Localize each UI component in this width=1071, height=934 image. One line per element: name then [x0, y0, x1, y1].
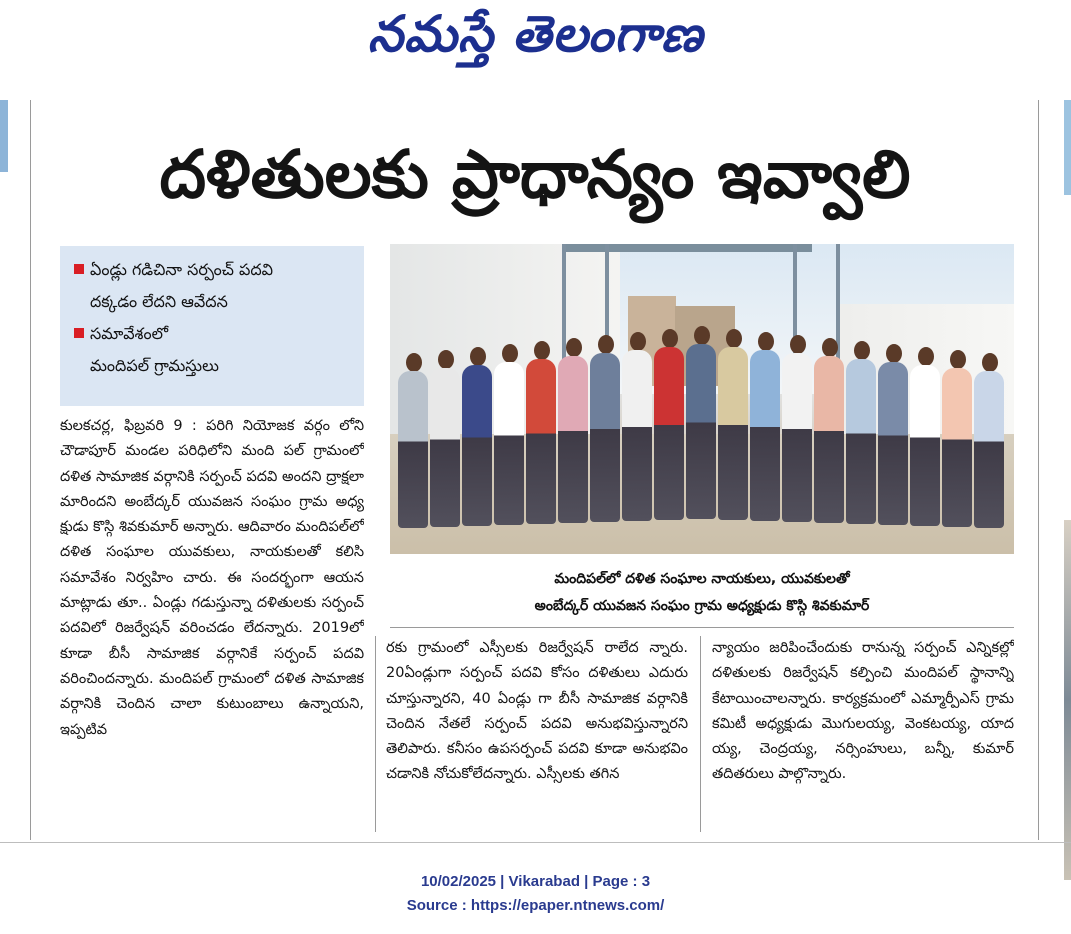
- highlight-item: [74, 318, 350, 382]
- bullet-square-icon: [74, 328, 84, 338]
- masthead-title: నమస్తే తెలంగాణ: [367, 4, 704, 63]
- left-edge-photo-fragment: [0, 100, 8, 172]
- page-footer: [0, 870, 1071, 918]
- right-edge-photo-fragment-2: [1064, 520, 1071, 880]
- photo-caption: [390, 566, 1014, 620]
- masthead: [0, 0, 1071, 80]
- right-edge-photo-fragment: [1064, 100, 1071, 195]
- highlight-text: ఏండ్లు గడిచినా సర్పంచ్ పదవి: [90, 260, 274, 279]
- caption-rule: [390, 627, 1014, 628]
- right-page-edge: [1060, 100, 1071, 840]
- page-bottom-rule: [0, 842, 1071, 843]
- news-photo: [390, 244, 1014, 554]
- footer-source: Source : https://epaper.ntnews.com/: [406, 897, 665, 914]
- column-rule: [700, 636, 701, 832]
- left-page-edge: [0, 100, 10, 840]
- highlight-item: [74, 254, 350, 318]
- highlight-text-cont: దక్కడం లేదని ఆవేదన: [90, 292, 228, 311]
- right-column-rule: [1038, 100, 1039, 840]
- highlights-box: [60, 246, 364, 406]
- highlight-text-cont: మందిపల్ గ్రామస్తులు: [90, 356, 219, 375]
- article-column-1: కులకచర్ల, ఫిబ్రవరి 9 : పరిగి నియోజక వర్గం లోని చౌడాపూర్ మండల పరిధిలోని మంది పల్ గ్రామంలో దళిత సామాజిక వర్గానికి సర్పంచ్ పదవి అందని ద్రాక్షలా మారిందని అంబేద్కర్ యువజన సంఘం గ్రామ అధ్య క్షుడు కొస్గి శివకుమార్ అన్నారు. ఆదివారం మందిపల్‌లో దళిత సంఘాల యువకులు, నాయకులతో కలిసి సమావేశం నిర్వహిం చారు. ఈ సందర్భంగా ఆయన మాట్లాడు తూ.. ఏండ్లు గడుస్తున్నా దళితులకు సర్పంచ్ పదవిలో రిజర్వేషన్ వరించడం లేదన్నారు. 2019లో కూడా బీసీ సామాజిక వర్గానికే సర్పంచ్ పదవి వరించిందన్నారు. మందిపల్ గ్రామంలో దళిత సామాజిక వర్గానికి చెందిన చాలా కుటుంబాలు ఉన్నాయని, ఇప్పటివ: [60, 418, 364, 738]
- highlight-text: సమావేశంలో: [90, 324, 169, 343]
- footer-date-edition: 10/02/2025 | Vikarabad | Page : 3: [420, 873, 651, 890]
- left-column-rule: [30, 100, 31, 840]
- article-column-3: న్యాయం జరిపించేందుకు రానున్న సర్పంచ్ ఎన్నికల్లో దళితులకు రిజర్వేషన్ కల్పించి మందిపల్ స్థానాన్ని కేటాయించాలన్నారు. కార్యక్రమంలో ఎమ్మార్పీఎస్ గ్రామ కమిటీ అధ్యక్షుడు మొగులయ్య, వెంకటయ్య, యాద య్య, చెంద్రయ్య, నర్సింహులు, బన్నీ, కుమార్ తదితరులు పాల్గొన్నారు.: [712, 640, 1014, 783]
- article-headline: దళితులకు ప్రాధాన్యం ఇవ్వాలి: [159, 136, 911, 213]
- caption-line: మందిపల్‌లో దళిత సంఘాల నాయకులు, యువకులతో: [554, 571, 850, 587]
- bullet-square-icon: [74, 264, 84, 274]
- article-column-2: రకు గ్రామంలో ఎస్సీలకు రిజర్వేషన్ రాలేద న్నారు. 20ఏండ్లుగా సర్పంచ్ పదవి కోసం దళితులు ఎదురు చూస్తున్నారని, 40 ఏండ్లు గా బీసీ సామాజిక వర్గానికి చెందిన నేతలే సర్పంచ్ పదవి అనుభవిస్తున్నారని తెలిపారు. కనీసం ఉపసర్పంచ్ పదవి కూడా అనుభవిం చడానికి నోచుకోలేదన్నారు. ఎస్సీలకు తగిన: [386, 640, 688, 783]
- column-rule: [375, 636, 376, 832]
- caption-line: అంబేద్కర్ యువజన సంఘం గ్రామ అధ్యక్షుడు కొస్గి శివకుమార్: [534, 598, 870, 614]
